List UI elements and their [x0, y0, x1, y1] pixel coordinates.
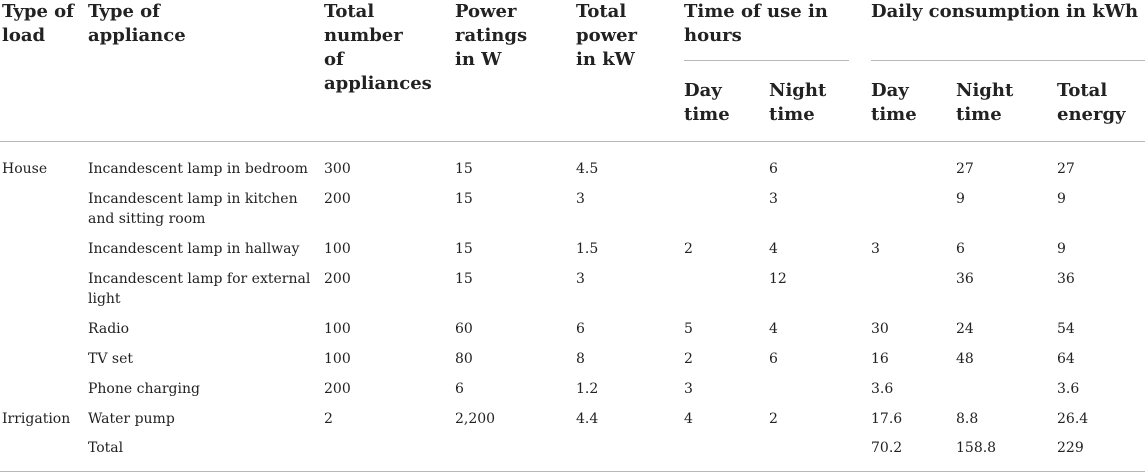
cell-night-kwh: 6	[956, 241, 965, 257]
cell-total-kwh: 26.4	[1057, 411, 1089, 427]
header-type-of-appliance: Type of appliance	[88, 1, 186, 46]
cell-rating: 6	[455, 381, 464, 397]
header-day-time: Day time	[684, 80, 730, 125]
cell-number: 2	[324, 411, 333, 427]
header-total-number: Total number of appliances	[324, 1, 432, 94]
cell-power: 8	[576, 351, 585, 367]
cell-rating: 15	[455, 241, 473, 257]
cell-appliance: Incandescent lamp in bedroom	[88, 161, 308, 177]
cell-rating: 15	[455, 191, 473, 207]
cell-day-kwh: 3.6	[871, 381, 894, 397]
cell-power: 4.4	[576, 411, 599, 427]
cell-number: 100	[324, 351, 351, 367]
cell-power: 3	[576, 191, 585, 207]
header-type-of-load: Type of load	[2, 1, 74, 46]
cell-day-hours: 5	[684, 321, 693, 337]
cell-night-kwh: 48	[956, 351, 974, 367]
cell-load: House	[2, 161, 48, 177]
cell-appliance: Radio	[88, 321, 130, 337]
cell-number: 200	[324, 271, 351, 287]
cell-day-kwh: 30	[871, 321, 889, 337]
header-night-time-kwh: Night time	[956, 80, 1014, 125]
cell-night-kwh: 158.8	[956, 440, 997, 456]
cell-total-kwh: 229	[1057, 440, 1084, 456]
cell-total-kwh: 3.6	[1057, 381, 1080, 397]
cell-rating: 2,200	[455, 411, 496, 427]
cell-load: Irrigation	[2, 411, 71, 427]
cell-night-hours: 4	[769, 241, 778, 257]
header-night-time: Night time	[769, 80, 827, 125]
cell-number: 200	[324, 381, 351, 397]
header-total-energy: Total energy	[1057, 80, 1126, 125]
header-power-ratings: Power ratings in W	[455, 1, 528, 70]
cell-number: 100	[324, 321, 351, 337]
cell-rating: 60	[455, 321, 473, 337]
cell-power: 6	[576, 321, 585, 337]
cell-rating: 15	[455, 271, 473, 287]
cell-appliance: TV set	[88, 351, 133, 367]
cell-rating: 15	[455, 161, 473, 177]
cell-night-hours: 6	[769, 351, 778, 367]
cell-appliance: Total	[88, 440, 124, 456]
cell-appliance: Water pump	[88, 411, 175, 427]
cell-total-kwh: 36	[1057, 271, 1075, 287]
cell-day-kwh: 3	[871, 241, 880, 257]
cell-rating: 80	[455, 351, 473, 367]
cell-power: 4.5	[576, 161, 599, 177]
cell-total-kwh: 9	[1057, 241, 1066, 257]
cell-night-hours: 4	[769, 321, 778, 337]
cell-day-kwh: 16	[871, 351, 889, 367]
cell-night-hours: 3	[769, 191, 778, 207]
cell-day-hours: 2	[684, 241, 693, 257]
cell-power: 3	[576, 271, 585, 287]
group-rule-daily-consumption	[871, 60, 1145, 61]
cell-appliance: Incandescent lamp for external light	[88, 271, 311, 307]
cell-day-kwh: 70.2	[871, 440, 903, 456]
cell-night-hours: 2	[769, 411, 778, 427]
cell-appliance: Phone charging	[88, 381, 200, 397]
cell-night-kwh: 8.8	[956, 411, 979, 427]
cell-power: 1.2	[576, 381, 599, 397]
header-daily-consumption: Daily consumption in kWh	[871, 1, 1139, 22]
cell-night-hours: 6	[769, 161, 778, 177]
cell-total-kwh: 9	[1057, 191, 1066, 207]
header-day-time-kwh: Day time	[871, 80, 917, 125]
cell-day-kwh: 17.6	[871, 411, 903, 427]
cell-day-hours: 3	[684, 381, 693, 397]
cell-night-kwh: 9	[956, 191, 965, 207]
cell-appliance: Incandescent lamp in kitchen and sitting room	[88, 191, 298, 227]
header-bottom-rule	[0, 141, 1145, 142]
cell-appliance: Incandescent lamp in hallway	[88, 241, 300, 257]
cell-night-hours: 12	[769, 271, 787, 287]
cell-total-kwh: 64	[1057, 351, 1075, 367]
header-time-of-use: Time of use in hours	[684, 1, 828, 46]
header-total-power: Total power in kW	[576, 1, 638, 70]
cell-number: 100	[324, 241, 351, 257]
cell-night-kwh: 24	[956, 321, 974, 337]
cell-number: 300	[324, 161, 351, 177]
cell-day-hours: 2	[684, 351, 693, 367]
cell-total-kwh: 27	[1057, 161, 1075, 177]
table-bottom-rule	[0, 471, 1145, 472]
cell-number: 200	[324, 191, 351, 207]
group-rule-time-of-use	[684, 60, 849, 61]
cell-power: 1.5	[576, 241, 599, 257]
cell-night-kwh: 36	[956, 271, 974, 287]
cell-total-kwh: 54	[1057, 321, 1075, 337]
cell-night-kwh: 27	[956, 161, 974, 177]
cell-day-hours: 4	[684, 411, 693, 427]
